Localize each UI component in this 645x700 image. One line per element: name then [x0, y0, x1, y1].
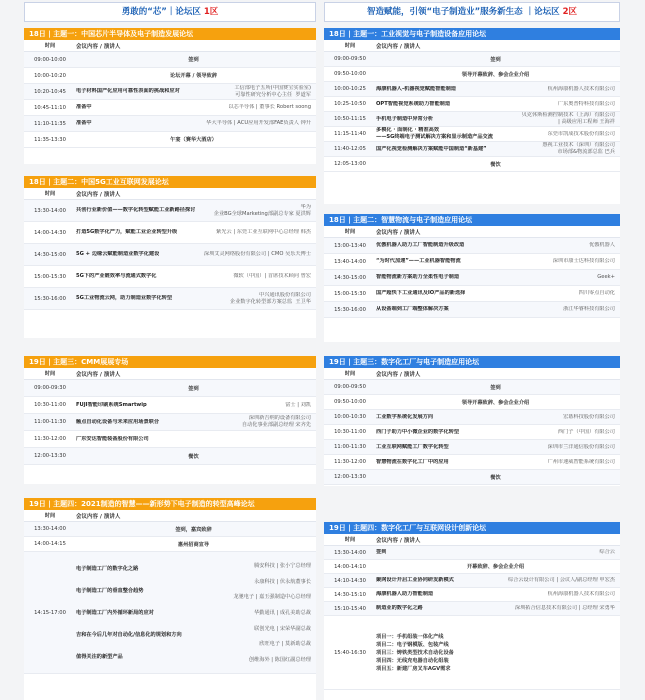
left-area-badge: 1区: [203, 7, 219, 17]
table-row-block: [324, 616, 620, 690]
table-header: [24, 368, 316, 380]
row-time: 15:10-15:40: [334, 605, 366, 612]
row-time: 12:00-13:30: [34, 453, 66, 459]
header-time: 时间: [44, 43, 56, 49]
header-time: 时间: [344, 371, 356, 377]
row-label: 签到: [188, 57, 199, 63]
row-content: [76, 104, 316, 111]
table-row: [324, 157, 620, 172]
table-header: [24, 40, 316, 52]
header-time: 时间: [44, 191, 56, 197]
block-line: 项目五：新建厂房叉车AGV需求: [376, 665, 451, 672]
row-time: 15:00-15:30: [334, 290, 366, 297]
row-content: [376, 112, 620, 126]
row-topic: 打造5G数字化产力，赋能工业企业转型升级: [76, 229, 178, 235]
row-speaker: 广东奥普特科技有限公司: [557, 100, 615, 107]
block-line: 项目三：铸铁类型技术自动化设备: [376, 649, 454, 656]
row-speaker: 紫光云 | 东莞工业互联网中心总经理 韩杰: [216, 229, 311, 235]
row-label: 论坛开幕 / 领导致辞: [169, 73, 217, 79]
card-title: 19日 | 主题四：数字化工厂与互联网设计创新论坛: [324, 522, 620, 534]
row-content: [376, 306, 620, 313]
table-row: [324, 574, 620, 588]
right-area-badge: 2区: [562, 7, 577, 17]
row-label: 开幕致辞、参会企业介绍: [466, 564, 525, 570]
table-header: [324, 40, 620, 52]
row-time: 14:00-14:15: [34, 541, 66, 547]
header-content: 会议内容 / 演讲人: [376, 537, 421, 544]
block-line: 项目一：手机组装一体化产线: [376, 633, 444, 640]
table-row: [24, 266, 316, 288]
row-topic: 工业数字系统化发展方向: [376, 413, 434, 420]
table-row: [24, 52, 316, 68]
table-row: [324, 425, 620, 440]
header-content: 会议内容 / 演讲人: [76, 513, 121, 520]
row-topic: 电子材料国产化应用可靠性表面的挑战和应对: [76, 88, 180, 94]
row-speaker: 西门子（中国）有限公司: [557, 428, 615, 435]
row-time: 11:40-12:05: [334, 146, 366, 152]
row-content: [76, 56, 316, 63]
row-topic: 触点自动化设备与未来应用场景联合: [76, 418, 160, 425]
table-body: [324, 238, 620, 318]
row-label: 惠州招商宣导: [177, 541, 210, 548]
row-time: 11:30-12:00: [334, 459, 366, 465]
row-content: [376, 142, 620, 156]
table-row: [324, 455, 620, 470]
row-label: 午宴（赛华大酒店）: [170, 137, 217, 143]
row-topic: 海康机器人助力智能制造: [376, 591, 434, 597]
row-speaker: 杭州海康机器人技术有限公司: [547, 85, 615, 92]
row-topic: 智慧物流在数字化工厂中的应用: [376, 458, 449, 465]
row-time: 10:30-11:00: [34, 402, 66, 408]
row-topic: 共创行业新价值——数字化转型赋能工业新路径探讨: [76, 207, 196, 213]
row-time: 14:00-14:10: [334, 563, 366, 570]
card-title: 19日 | 主题四：2021制造的智慧——新形势下电子制造的转型高峰论坛: [24, 498, 316, 510]
row-speaker: 华为 企业BG全球Marketing部副总专家 夏洪辉: [213, 203, 311, 217]
row-time: 13:30-14:00: [34, 207, 66, 214]
row-label: 签到: [188, 385, 199, 392]
table-row: [24, 132, 316, 148]
row-time: 09:00-09:50: [334, 56, 366, 62]
row-content: [376, 161, 620, 168]
header-time: 时间: [44, 513, 56, 519]
row-speaker: 综合云设计有限公司 | 会议人/副总经理 申宏杰: [507, 577, 615, 583]
row-speaker: 广州市速威智能系统有限公司: [547, 458, 615, 465]
row-topic: 从设备端到工厂端整体解决方案: [376, 306, 449, 312]
row-label: 餐饮: [188, 453, 199, 460]
table-body: [324, 546, 620, 690]
row-time: 13:00-13:40: [334, 242, 366, 249]
row-speaker: 华大半导体 | ACU应用开发部FAE负责人 钟升: [206, 120, 311, 126]
row-speaker: 四川零点自动化: [578, 290, 615, 296]
row-time: 13:40-14:00: [334, 258, 366, 265]
row-speaker: 深圳艾灵网络股份有限公司 | CMO 吴乐天博士: [203, 251, 311, 257]
right-column-header: [324, 2, 620, 22]
row-topic: 签到: [376, 549, 387, 555]
table-row: [324, 52, 620, 67]
table-row: [24, 116, 316, 132]
row-time: 10:20-10:45: [34, 88, 66, 95]
row-time: 11:00-11:30: [334, 444, 366, 450]
block-line: 项目四：无线充电器自动化组装: [376, 657, 449, 664]
header-content: 会议内容 / 演讲人: [376, 43, 421, 50]
table-row: [324, 410, 620, 425]
table-row-block: [24, 552, 316, 674]
row-topic: 5G工业物流云网，助力制造业数字化转型: [76, 295, 173, 301]
block-line: 项目二：电子钢模版、包装产线: [376, 641, 449, 648]
card-title: 18日 | 主题二：智慧物流与电子制造应用论坛: [324, 214, 620, 226]
row-label: 领导开幕致辞、参会企业介绍: [461, 71, 530, 78]
table-row: [324, 127, 620, 142]
header-content: 会议内容 / 演讲人: [376, 229, 421, 236]
row-time: 14:10-14:30: [334, 577, 366, 584]
row-topic: 5G下的产业链效率与流通式数字化: [76, 273, 157, 279]
table-row: [24, 431, 316, 448]
row-topic: 广东安达智能装备股份有限公司: [76, 435, 149, 442]
block-speaker: 永康科技 | 伏永航董事长: [254, 578, 311, 585]
block-speaker: 腾安科技 | 张小宁总经理: [254, 563, 311, 570]
row-content: [76, 402, 316, 409]
forum-card: [324, 522, 620, 700]
card-title: 18日 | 主题一：中国芯片半导体及电子制造发展论坛: [24, 28, 316, 40]
row-topic: 5G + 边缘云赋能制造业数字化建设: [76, 251, 160, 257]
row-speaker: 浙江华睿科技有限公司: [563, 306, 615, 312]
card-title: 19日 | 主题三：CMM展展专场: [24, 356, 316, 368]
row-time: 12:00-13:30: [334, 474, 366, 480]
row-time: 10:00-10:25: [334, 86, 366, 92]
row-time: 15:30-16:00: [334, 306, 366, 313]
row-speaker: 惠视工业技术（深圳）有限公司 市场部&物流部总监 巴兵: [542, 142, 615, 155]
table-row: [24, 100, 316, 116]
row-time: 09:00-10:00: [34, 56, 66, 63]
block-speaker: 创维海外 | 陈国红副总经理: [248, 656, 311, 663]
row-time: 14:30-15:00: [334, 274, 366, 281]
row-speaker: 工信部电子五所(中国赛宝实验室) 可靠性研究分析中心主任 罗道军: [234, 84, 311, 98]
left-column-title: 勇敢的“芯”｜论坛区: [121, 7, 204, 17]
row-topic: 国产超快下工业通讯及IO产品的新选择: [376, 290, 466, 296]
row-content: [76, 385, 316, 392]
table-header: [324, 226, 620, 238]
row-content: [376, 101, 620, 108]
table-body: [24, 380, 316, 465]
table-row: [24, 68, 316, 84]
table-body: [324, 52, 620, 172]
row-speaker: 宏碁科技股份有限公司: [563, 413, 615, 420]
row-time: 13:30-14:00: [34, 526, 66, 532]
row-content: [376, 591, 620, 598]
row-content: [76, 292, 316, 306]
row-speaker: 东莞市凯成技术股份有限公司: [547, 130, 615, 137]
row-time: 11:30-12:00: [34, 436, 66, 442]
table-header: [24, 188, 316, 200]
forum-card: [324, 356, 620, 486]
row-time: 10:45-11:10: [34, 104, 66, 111]
row-speaker: 优傲机器人: [589, 242, 615, 248]
table-row: [324, 270, 620, 286]
table-row: [324, 546, 620, 560]
table-body: [24, 200, 316, 310]
block-speaker: 华勤通讯 | 成孔美助总裁: [254, 609, 311, 616]
row-content: [376, 605, 620, 612]
row-time: 14:00-14:30: [34, 229, 66, 236]
row-topic: 准备中: [76, 104, 92, 110]
table-row: [324, 82, 620, 97]
row-topic: 智能物流新方案助力全柔性电子制造: [376, 274, 460, 280]
table-row: [24, 244, 316, 266]
table-row: [24, 84, 316, 100]
row-time: 14:30-15:00: [34, 251, 66, 258]
table-row: [24, 414, 316, 431]
row-label: 餐饮: [490, 161, 501, 168]
header-time: 时间: [344, 43, 356, 49]
row-time: 11:35-13:30: [34, 136, 66, 143]
card-title: 19日 | 主题三：数字化工厂与电子制造应用论坛: [324, 356, 620, 368]
row-content: [376, 577, 620, 584]
row-content: [376, 414, 620, 421]
row-content: [76, 436, 316, 443]
row-content: [376, 71, 620, 78]
block-topic: 值得关注的新型产品: [76, 653, 123, 660]
header-time: 时间: [344, 229, 356, 235]
row-content: [376, 459, 620, 466]
row-content: [376, 549, 620, 556]
header-content: 会议内容 / 演讲人: [76, 371, 121, 378]
header-time: 时间: [44, 371, 56, 377]
card-title: 18日 | 主题二：中国5G工业互联网发展论坛: [24, 176, 316, 188]
row-content: [376, 274, 620, 281]
row-content: [376, 444, 620, 451]
row-topic: 多模化 · 面制化 · 精准高效 ——SG终端电子测试解决方案和显示制造产品交流: [376, 127, 493, 140]
table-header: [24, 510, 316, 522]
table-row: [324, 67, 620, 82]
card-title: 18日 | 主题一：工业视觉与电子制造设备应用论坛: [324, 28, 620, 40]
row-speaker: Geek+: [597, 274, 615, 280]
table-row: [24, 288, 316, 310]
row-time: 10:30-11:00: [334, 429, 366, 435]
row-topic: 准备中: [76, 120, 92, 126]
table-row: [24, 222, 316, 244]
row-label: 签到: [490, 384, 501, 391]
table-row: [324, 440, 620, 455]
row-time: 14:15-17:00: [34, 609, 66, 616]
forum-card: [24, 498, 316, 700]
block-topic: 电子制造工厂内外循环新局的应对: [76, 609, 154, 616]
header-content: 会议内容 / 演讲人: [76, 43, 121, 50]
row-time: 10:00-10:20: [34, 72, 66, 79]
row-topic: 西门子助力中小微企业的数字化转型: [376, 428, 460, 435]
row-topic: 聚网设计开启工业协同研发新模式: [376, 577, 454, 583]
row-content: [76, 229, 316, 236]
row-time: 14:30-15:10: [334, 591, 366, 598]
row-topic: 优傲机器人助力工厂智能制造升级改造: [376, 242, 465, 248]
table-row: [24, 522, 316, 537]
row-speaker: 中兴通讯股份有限公司 企业数字化转型部方案总监 王卫华: [229, 291, 311, 305]
row-content: [76, 251, 316, 258]
row-content: [376, 399, 620, 406]
header-content: 会议内容 / 演讲人: [76, 191, 121, 198]
table-row: [24, 200, 316, 222]
row-time: 15:00-15:30: [34, 273, 66, 280]
table-row: [324, 470, 620, 485]
table-row: [324, 588, 620, 602]
forum-card: [324, 28, 620, 204]
row-time: 15:40-16:30: [334, 649, 366, 656]
row-content: [76, 136, 316, 143]
row-time: 09:50-10:00: [334, 399, 366, 405]
row-content: [76, 204, 316, 218]
table-body: [24, 52, 316, 148]
row-content: [376, 86, 620, 93]
block-speaker: 龙驰电子 | 嘉玉强制造中心总经理: [233, 594, 311, 601]
row-time: 11:00-11:30: [34, 419, 66, 425]
block-topic: 电子制造工厂的数字化之路: [76, 566, 139, 573]
table-header: [324, 368, 620, 380]
row-content: [376, 127, 620, 141]
row-speaker: 深圳市康士达科技有限公司: [552, 258, 615, 264]
row-label: 签到: [490, 56, 501, 63]
row-time: 09:50-10:00: [334, 71, 366, 77]
table-row: [324, 112, 620, 127]
table-row: [324, 142, 620, 157]
row-speaker: 杭州海康机器人技术有限公司: [547, 591, 615, 597]
row-topic: 制造业的数字化之路: [376, 605, 423, 611]
forum-card: [24, 176, 316, 338]
table-row: [24, 397, 316, 414]
row-content: [376, 242, 620, 249]
row-time: 09:00-09:30: [34, 385, 66, 391]
row-topic: 海康机器人-机器视觉赋能智能制造: [376, 85, 456, 92]
row-content: [376, 563, 620, 570]
table-row: [324, 602, 620, 616]
block-speaker: 联创光电 | 宋荣华副总裁: [254, 625, 311, 632]
row-time: 10:00-10:30: [334, 414, 366, 420]
block-topic: 吉和在今后几年对自动化/信息化的规划和方向: [76, 631, 182, 638]
row-topic: 手机电子制造中异常分析: [376, 115, 434, 122]
row-content: [76, 120, 316, 127]
row-content: [376, 429, 620, 436]
row-speaker: 富士 | 刘凯: [285, 401, 311, 408]
row-time: 10:50-11:15: [334, 116, 366, 122]
row-content: [76, 72, 316, 79]
forum-card: [24, 356, 316, 484]
row-content: [376, 290, 620, 297]
row-speaker: 综合云: [599, 549, 615, 555]
forum-card: [324, 214, 620, 342]
header-time: 时间: [344, 537, 356, 543]
row-speaker: 深圳拓合信息技术有限公司 | 总经理 宋勇华: [514, 605, 615, 611]
row-content: [76, 273, 316, 280]
table-header: [324, 534, 620, 546]
header-content: 会议内容 / 演讲人: [376, 371, 421, 378]
row-content: [76, 526, 316, 533]
row-topic: 工业互联网赋能工厂数字化转型: [376, 443, 449, 450]
row-content: [76, 541, 316, 548]
table-row: [324, 97, 620, 112]
table-row: [324, 560, 620, 574]
row-speaker: 深圳市兰洋通信股份有限公司: [547, 443, 615, 450]
row-label: 签到，嘉宾致辞: [175, 526, 212, 533]
row-time: 10:25-10:50: [334, 101, 366, 107]
right-column-title: 智造赋能，引领“电子制造业”服务新生态 ｜论坛区: [366, 7, 563, 17]
table-row: [24, 448, 316, 465]
table-row: [324, 302, 620, 318]
row-time: 13:30-14:00: [334, 549, 366, 556]
table-row: [24, 537, 316, 552]
row-content: [376, 258, 620, 265]
row-time: 15:30-16:00: [34, 295, 66, 302]
row-time: 11:15-11:40: [334, 131, 366, 137]
row-content: [376, 56, 620, 63]
block-lines: [376, 616, 620, 689]
table-row: [324, 395, 620, 410]
row-topic: OPT智能视觉系统助力智能制造: [376, 100, 451, 107]
row-label: 餐饮: [490, 474, 501, 481]
row-content: [376, 384, 620, 391]
table-row: [324, 254, 620, 270]
row-speaker: 微软（中国）| 首席技术顾问 曾宏: [233, 273, 311, 279]
row-speaker: 以芯半导体 | 董事长 Robert soong: [228, 104, 311, 110]
row-topic: “为时代加速”——工业机器智能物流: [376, 258, 461, 264]
left-column-header: [24, 2, 316, 22]
table-row: [324, 380, 620, 395]
table-row: [324, 238, 620, 254]
forum-card: [24, 28, 316, 164]
row-topic: FUJI智能印刷系统Smartwip: [76, 401, 147, 408]
row-time: 11:10-11:35: [34, 120, 66, 127]
table-row: [324, 286, 620, 302]
row-content: [376, 474, 620, 481]
block-topic: 电子制造工厂的垂直整合趋势: [76, 588, 144, 595]
row-speaker: 贝克休斯检测控制技术（上海）有限公司 | 高级应用工程师 王海祥: [521, 112, 615, 125]
row-content: [76, 85, 316, 99]
row-label: 领导开幕致辞、参会企业介绍: [461, 399, 530, 406]
row-time: 09:00-09:50: [334, 384, 366, 390]
row-time: 12:05-13:00: [334, 161, 366, 167]
table-body: [324, 380, 620, 485]
table-body: [24, 522, 316, 674]
row-content: [76, 415, 316, 429]
row-speaker: 深圳新吉纳的设备有限公司 自动化事业部副总经理 宋齐先: [241, 415, 311, 428]
table-row: [24, 380, 316, 397]
row-topic: 国产化视觉检测解决方案赋能中国制造“新基建”: [376, 145, 487, 152]
row-content: [76, 453, 316, 460]
block-speaker: 欣旺电子 | 莫新助总裁: [259, 641, 311, 648]
